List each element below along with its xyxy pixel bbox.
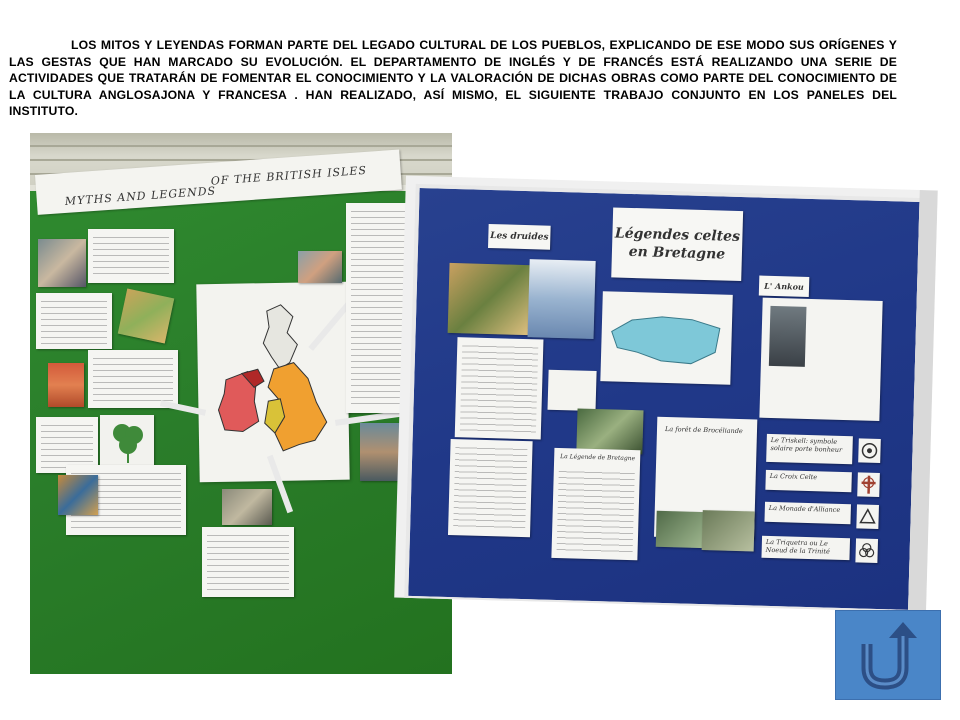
british-isles-map [196, 282, 349, 483]
text-sheet [455, 337, 544, 439]
legend-picture [38, 239, 86, 287]
ankou-card: L' Ankou [759, 276, 810, 297]
druid-picture [528, 259, 596, 339]
banner-text-left: MYTHS AND LEGENDS [64, 184, 217, 208]
druides-card: Les druides [488, 224, 551, 250]
legend-picture [360, 423, 402, 481]
cartoon-picture [548, 370, 597, 411]
text-sheet [448, 439, 533, 537]
triskell-icon [860, 441, 878, 459]
celtic-cross-symbol [857, 472, 880, 497]
text-sheet [88, 350, 178, 408]
title-card: Légendes celtes en Bretagne [611, 207, 743, 281]
druid-picture [448, 263, 532, 335]
legend-picture [118, 289, 175, 344]
intro-paragraph: LOS MITOS Y LEYENDAS FORMAN PARTE DEL LEGADO CULTURAL DE LOS PUEBLOS, EXPLICANDO DE ESE MODO SUS ORÍGENES Y LAS GESTAS QUE HAN MARCADO SU EVOLUCIÓN. EL DEPARTAMENTO DE INGLÉS Y DE FRANCÉS ESTÁ REALIZANDO UNA SERIE DE ACTIVIDADES QUE TRATARÁN DE FOMENTAR EL CONOCIMIENTO Y LA VALORACIÓN DE DICHAS OBRAS COMO PARTE DEL CONOCIMIENTO DE LA CULTURA ANGLOSAJONA Y FRANCESA . HAN REALIZADO, ASÍ MISMO, EL SIGUIENTE TRABAJO CONJUNTO EN LOS PANELES DEL INSTITUTO. [9, 38, 897, 118]
u-turn-arrow-icon [853, 618, 923, 692]
photo-british-myths-board [30, 133, 452, 674]
triskell-card: Le Triskell: symbole solaire porte bonheur [766, 434, 853, 464]
legend-picture [298, 251, 342, 283]
map-drawing [196, 282, 349, 483]
shamrock-icon [100, 415, 154, 467]
legend-sheet [551, 448, 640, 560]
text-sheet [202, 527, 294, 597]
shamrock-picture [100, 415, 154, 467]
photo-breton-legends-board [394, 176, 938, 613]
triquetra-card: La Triquetra ou Le Noeud de la Trinité [761, 536, 850, 560]
text-sheet [88, 229, 174, 283]
brittany-map [600, 291, 732, 385]
foret-title: La forêt de Brocéliande [664, 424, 743, 436]
forest-picture [702, 510, 755, 551]
forest-picture [656, 511, 705, 548]
ankou-sheet [759, 298, 882, 421]
legend-sheet-title: La Légende de Bretagne [560, 453, 636, 463]
banner-text-right: OF THE BRITISH ISLES [210, 163, 368, 188]
legend-picture [222, 489, 272, 525]
monade-card: La Monade d'Alliance [764, 502, 851, 524]
monade-icon [858, 507, 876, 525]
text-sheet [36, 293, 112, 349]
monade-symbol [856, 504, 879, 529]
legend-picture [48, 363, 84, 407]
brittany-map-drawing [600, 291, 732, 385]
celtic-cross-icon [859, 474, 878, 494]
croix-card: La Croix Celte [765, 470, 852, 492]
return-button[interactable] [835, 610, 941, 700]
legend-picture [58, 475, 98, 515]
triquetra-symbol [855, 538, 878, 563]
triskell-symbol [858, 438, 881, 463]
forest-picture [576, 409, 643, 455]
triquetra-icon [857, 541, 875, 559]
